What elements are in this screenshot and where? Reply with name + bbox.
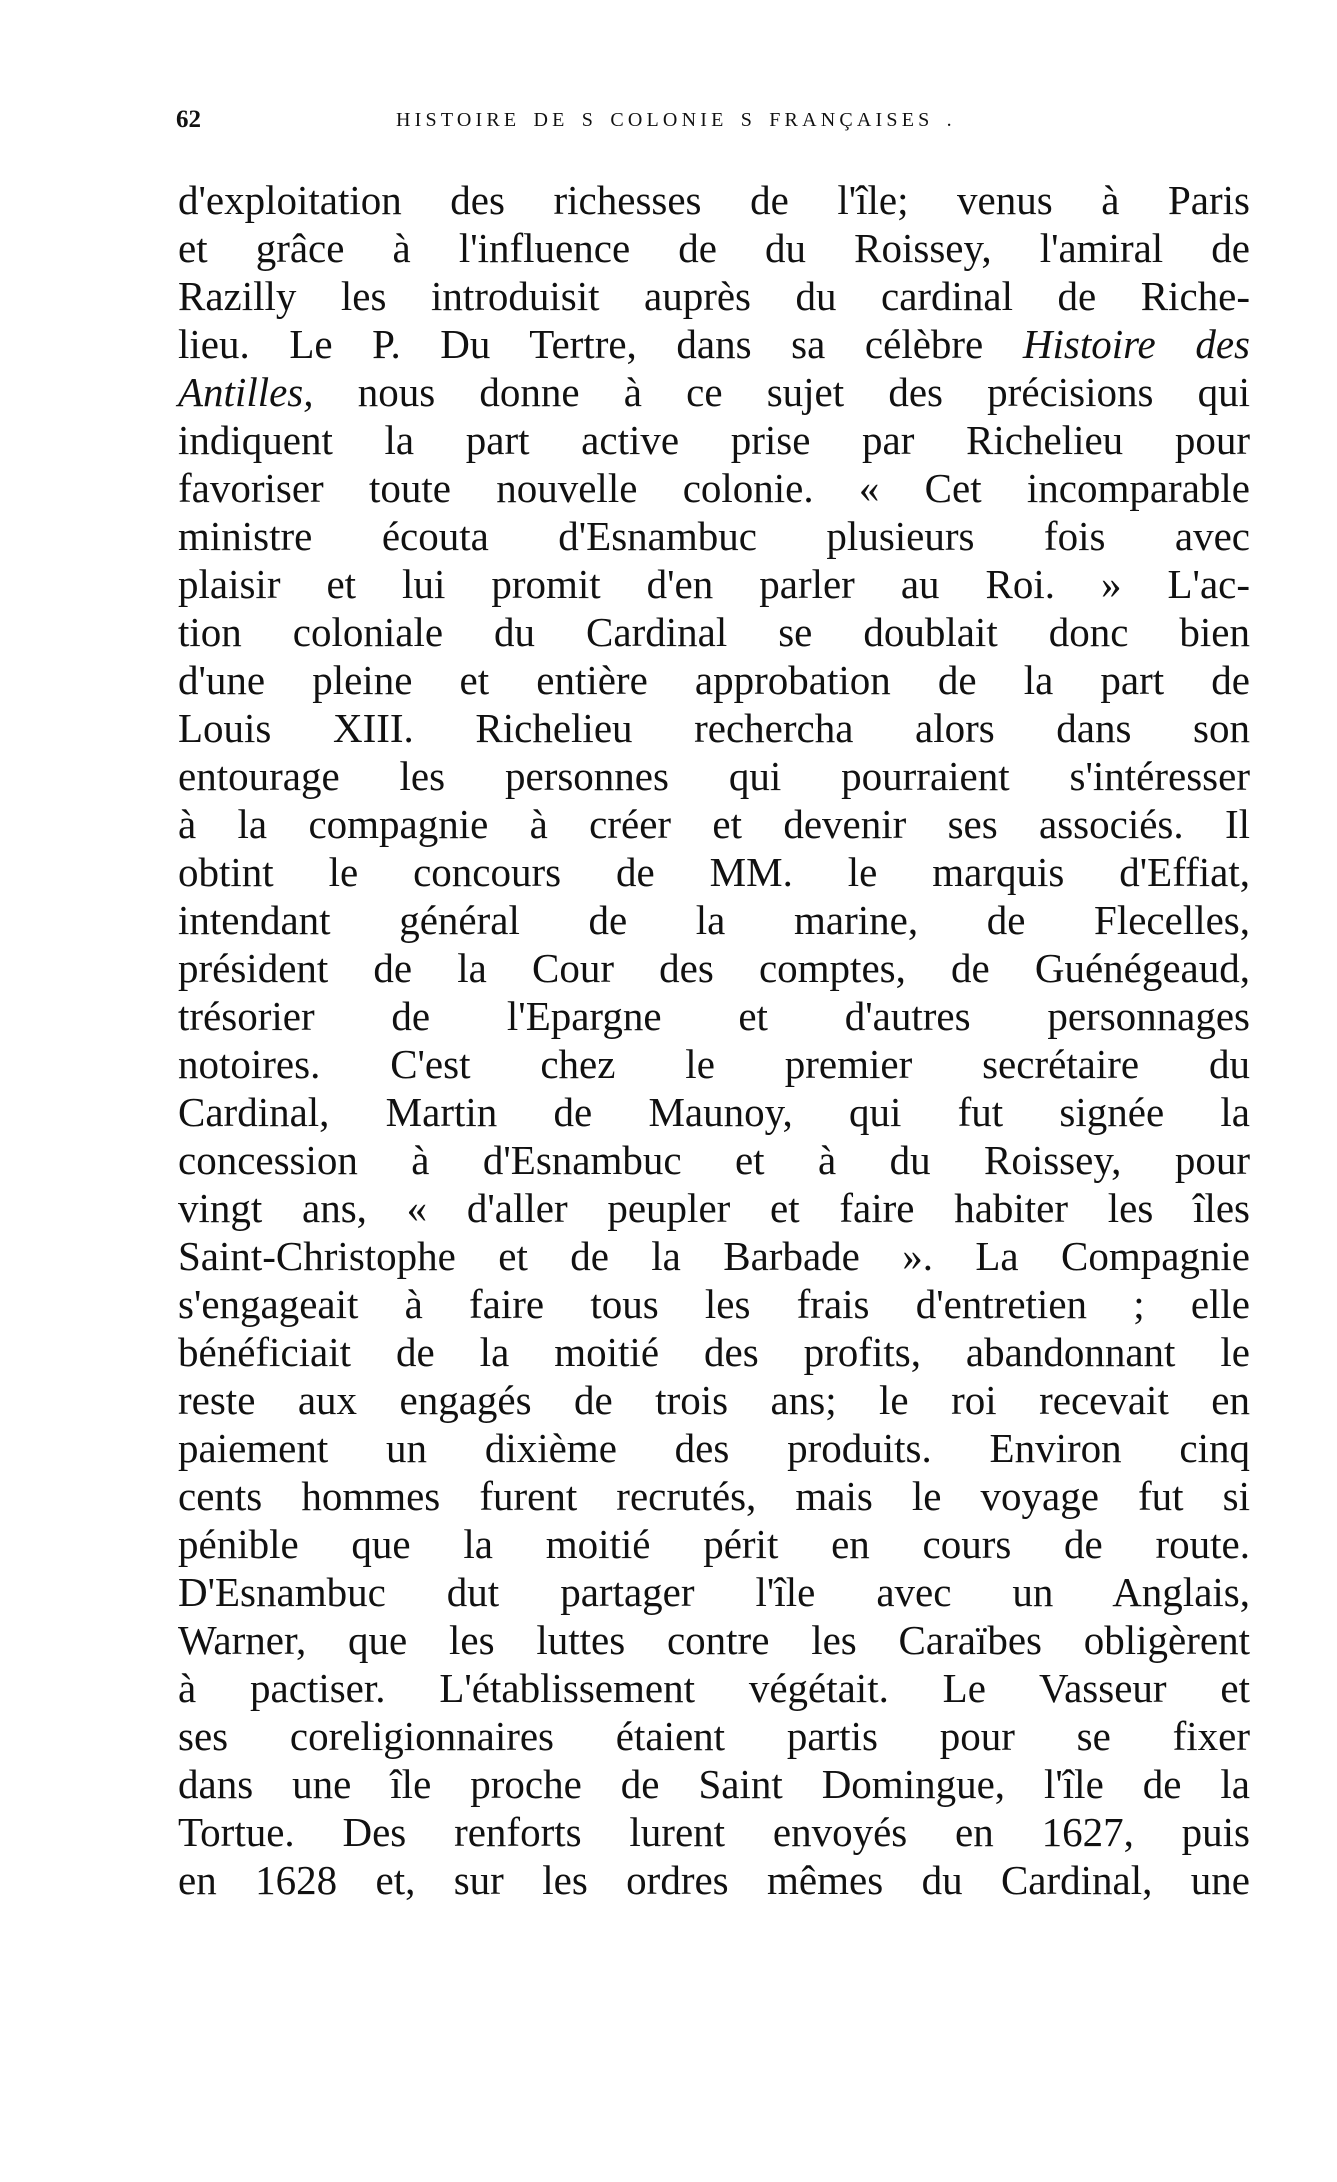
text-line: dans une île proche de Saint Domingue, l'île de la xyxy=(178,1761,1250,1807)
text-line: président de la Cour des comptes, de Guénégeaud, xyxy=(178,945,1250,991)
text-line: D'Esnambuc dut partager l'île avec un Anglais, xyxy=(178,1569,1250,1615)
text-line: indiquent la part active prise par Richelieu pour xyxy=(178,417,1250,463)
text-line: reste aux engagés de trois ans; le roi recevait en xyxy=(178,1377,1250,1423)
page-number: 62 xyxy=(176,106,201,133)
text-line: entourage les personnes qui pourraient s'intéresser xyxy=(178,753,1250,799)
text-line: ses coreligionnaires étaient partis pour se fixer xyxy=(178,1713,1250,1759)
running-header xyxy=(176,106,1246,142)
text-line: Tortue. Des renforts lurent envoyés en 1627, puis xyxy=(178,1809,1250,1855)
italic-title: Antilles, xyxy=(178,369,314,415)
text-line: Razilly les introduisit auprès du cardinal de Riche- xyxy=(178,273,1250,319)
text-line: pénible que la moitié périt en cours de route. xyxy=(178,1521,1250,1567)
text-line: lieu. Le P. Du Tertre, dans sa célèbre Histoire des xyxy=(178,321,1251,367)
text-line: paiement un dixième des produits. Environ cinq xyxy=(178,1425,1250,1471)
text-line: Louis XIII. Richelieu rechercha alors dans son xyxy=(178,705,1250,751)
text-line: tion coloniale du Cardinal se doublait donc bien xyxy=(178,609,1250,655)
text-line: bénéficiait de la moitié des profits, abandonnant le xyxy=(178,1329,1250,1375)
text-line: ministre écouta d'Esnambuc plusieurs fois avec xyxy=(178,513,1250,559)
text-line: concession à d'Esnambuc et à du Roissey, pour xyxy=(178,1137,1250,1183)
italic-title: Histoire des xyxy=(1022,321,1251,367)
text-line: obtint le concours de MM. le marquis d'Effiat, xyxy=(178,849,1250,895)
text-line: Warner, que les luttes contre les Caraïbes obligèrent xyxy=(178,1617,1250,1663)
text-line: Saint-Christophe et de la Barbade ». La Compagnie xyxy=(178,1233,1250,1279)
body-paragraph xyxy=(178,176,1250,1904)
text-line: cents hommes furent recrutés, mais le voyage fut si xyxy=(178,1473,1250,1519)
text-line: vingt ans, « d'aller peupler et faire habiter les îles xyxy=(178,1185,1250,1231)
text-line: favoriser toute nouvelle colonie. « Cet incomparable xyxy=(178,465,1250,511)
text-line: s'engageait à faire tous les frais d'entretien ; elle xyxy=(178,1281,1250,1327)
text-line: d'exploitation des richesses de l'île; venus à Paris xyxy=(178,177,1250,223)
text-line: trésorier de l'Epargne et d'autres personnages xyxy=(178,993,1250,1039)
text-line: d'une pleine et entière approbation de la part de xyxy=(178,657,1250,703)
text-line: à la compagnie à créer et devenir ses associés. Il xyxy=(178,801,1250,847)
text-line: plaisir et lui promit d'en parler au Roi. » L'ac- xyxy=(178,561,1250,607)
text-line: et grâce à l'influence de du Roissey, l'amiral de xyxy=(178,225,1250,271)
text-line: en 1628 et, sur les ordres mêmes du Cardinal, une xyxy=(178,1857,1250,1903)
text-line: Cardinal, Martin de Maunoy, qui fut signée la xyxy=(178,1089,1250,1135)
text-line: intendant général de la marine, de Flecelles, xyxy=(178,897,1250,943)
text-line: notoires. C'est chez le premier secrétaire du xyxy=(178,1041,1250,1087)
text-line: Antilles, nous donne à ce sujet des précisions qui xyxy=(178,369,1250,415)
text-line: à pactiser. L'établissement végétait. Le Vasseur et xyxy=(178,1665,1250,1711)
running-title: HISTOIRE DE S COLONIE S FRANÇAISES . xyxy=(396,109,956,131)
